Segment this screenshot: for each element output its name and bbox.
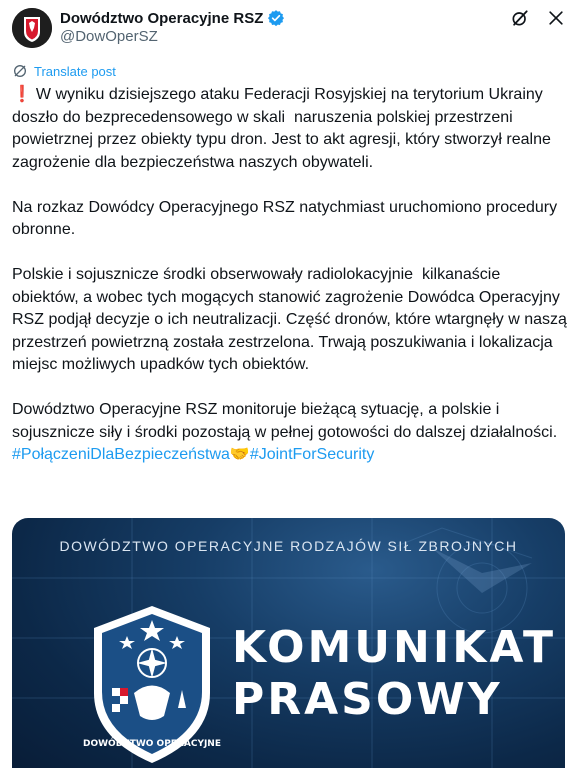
translate-icon xyxy=(12,63,28,79)
handle[interactable]: @DowOperSZ xyxy=(60,28,158,45)
close-icon[interactable] xyxy=(546,8,566,28)
press-release-title xyxy=(232,622,556,726)
post-paragraph-1-text: W wyniku dzisiejszego ataku Federacji Rosyjskiej na terytorium Ukrainy doszło do bezprecedensowego w skali naruszenia polskiej przestrzeni powietrznej przez obiekty typu dron. Jest to akt agresji, który stworzył realne zagrożenie dla bezpieczeństwa naszych obywateli. xyxy=(12,86,556,171)
hashtags xyxy=(12,444,568,467)
post-header xyxy=(12,8,566,50)
display-name[interactable]: Dowództwo Operacyjne RSZ xyxy=(60,9,264,27)
post-paragraph-2: Na rozkaz Dowódcy Operacyjnego RSZ natychmiast uruchomiono procedury obronne. xyxy=(12,198,562,238)
exclamation-emoji: ❗ xyxy=(12,86,32,103)
handshake-emoji: 🤝 xyxy=(229,446,250,463)
avatar-logo xyxy=(12,8,52,48)
post-paragraph-3: Polskie i sojusznicze środki obserwowały radiolokacyjnie kilkanaście obiektów, a wobec tych mogących stanowić zagrożenie Dowódca Operacyjny RSZ podjął decyzje o ich neutralizacji. Część dronów, które wtargnęły w naszą przestrzeń powietrzną została zestrzelona. Trwają poszukiwania i lokalizacja miejsc możliwych upadków tych obiektów. xyxy=(12,266,572,373)
post-text xyxy=(12,84,572,467)
translate-post[interactable] xyxy=(12,62,116,80)
hashtag-polaczeni[interactable]: #PołączeniDlaBezpieczeństwa xyxy=(12,446,230,463)
hashtag-jointforsecurity[interactable]: #JointForSecurity xyxy=(249,446,375,463)
translate-post-link[interactable]: Translate post xyxy=(34,63,116,79)
name-row xyxy=(60,8,285,28)
title-line-2: PRASOWY xyxy=(232,674,503,725)
post-paragraph-4: Dowództwo Operacyjne RSZ monitoruje bieżącą sytuację, a polskie i sojusznicze siły i środki pozostają w pełnej gotowości do dalszej działalności. xyxy=(12,401,558,441)
verified-badge-icon xyxy=(267,9,285,27)
grok-icon[interactable] xyxy=(510,8,530,28)
post-image[interactable] xyxy=(12,518,565,768)
title-line-1: KOMUNIKAT xyxy=(232,622,556,673)
operational-command-emblem xyxy=(82,598,222,768)
image-header-text: DOWÓDZTWO OPERACYJNE RODZAJÓW SIŁ ZBROJNYCH xyxy=(59,538,518,554)
header-actions xyxy=(510,8,566,28)
emblem-text: DOWÓDZTWO OPERACYJNE xyxy=(83,739,221,749)
post-paragraph-1 xyxy=(12,84,568,174)
avatar[interactable] xyxy=(12,8,52,48)
